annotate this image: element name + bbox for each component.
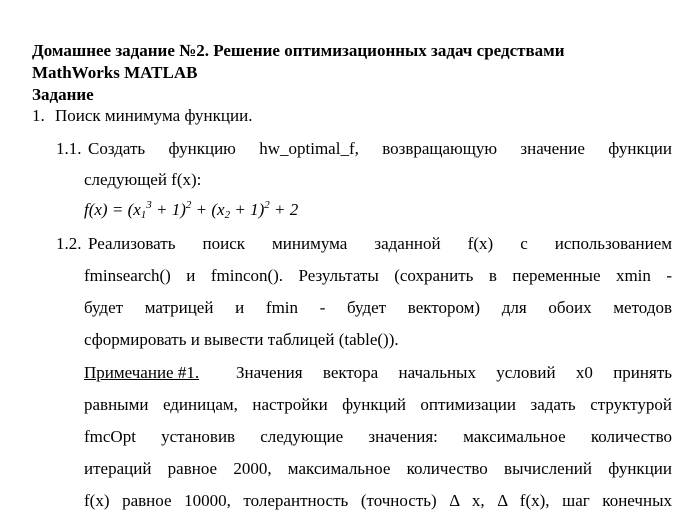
item-1-2-line-4: сформировать и вывести таблицей (table()).: [84, 330, 399, 349]
item-1-2-number: 1.2.: [56, 234, 82, 253]
note-1-line-3: fmcOpt установив следующие значения: максимальное количество: [84, 427, 672, 446]
item-1-1-number: 1.1.: [56, 139, 82, 158]
note-1-first-line-rest: Значения вектора начальных условий x0 принять: [236, 363, 672, 382]
item-1-2-line-2: fminsearch() и fmincon(). Результаты (сохранить в переменные xmin -: [84, 266, 672, 285]
item-1-text: Поиск минимума функции.: [55, 106, 253, 125]
item-1-1-line-1: Создать функцию hw_optimal_f, возвращающую значение функции: [88, 139, 672, 158]
item-1-number: 1.: [32, 106, 45, 125]
note-1-label: Примечание #1.: [84, 363, 200, 382]
note-1-line-2: равными единицам, настройки функций оптимизации задать структурой: [84, 395, 672, 414]
item-1-2-line-1: Реализовать поиск минимума заданной f(x) с использованием: [88, 234, 672, 253]
item-1-1-line-2: следующей f(x):: [84, 170, 202, 189]
document-title-line-1: Домашнее задание №2. Решение оптимизационных задач средствами: [32, 41, 565, 60]
document-title-line-2: MathWorks MATLAB: [32, 63, 198, 82]
note-1-line-5: f(x) равное 10000, толерантность (точность) Δ x, Δ f(x), шаг конечных: [84, 491, 672, 510]
note-1-line-4: итераций равное 2000, максимальное количество вычислений функции: [84, 459, 672, 478]
item-1-2-line-3: будет матрицей и fmin - будет вектором) для обоих методов: [84, 298, 672, 317]
note-1-line-1: [84, 362, 672, 384]
function-formula: $f(x) = (x_1^3 + 1)^2 + (x_2 + 1)^2 + 2$: [84, 199, 299, 221]
section-heading: Задание: [32, 85, 94, 104]
